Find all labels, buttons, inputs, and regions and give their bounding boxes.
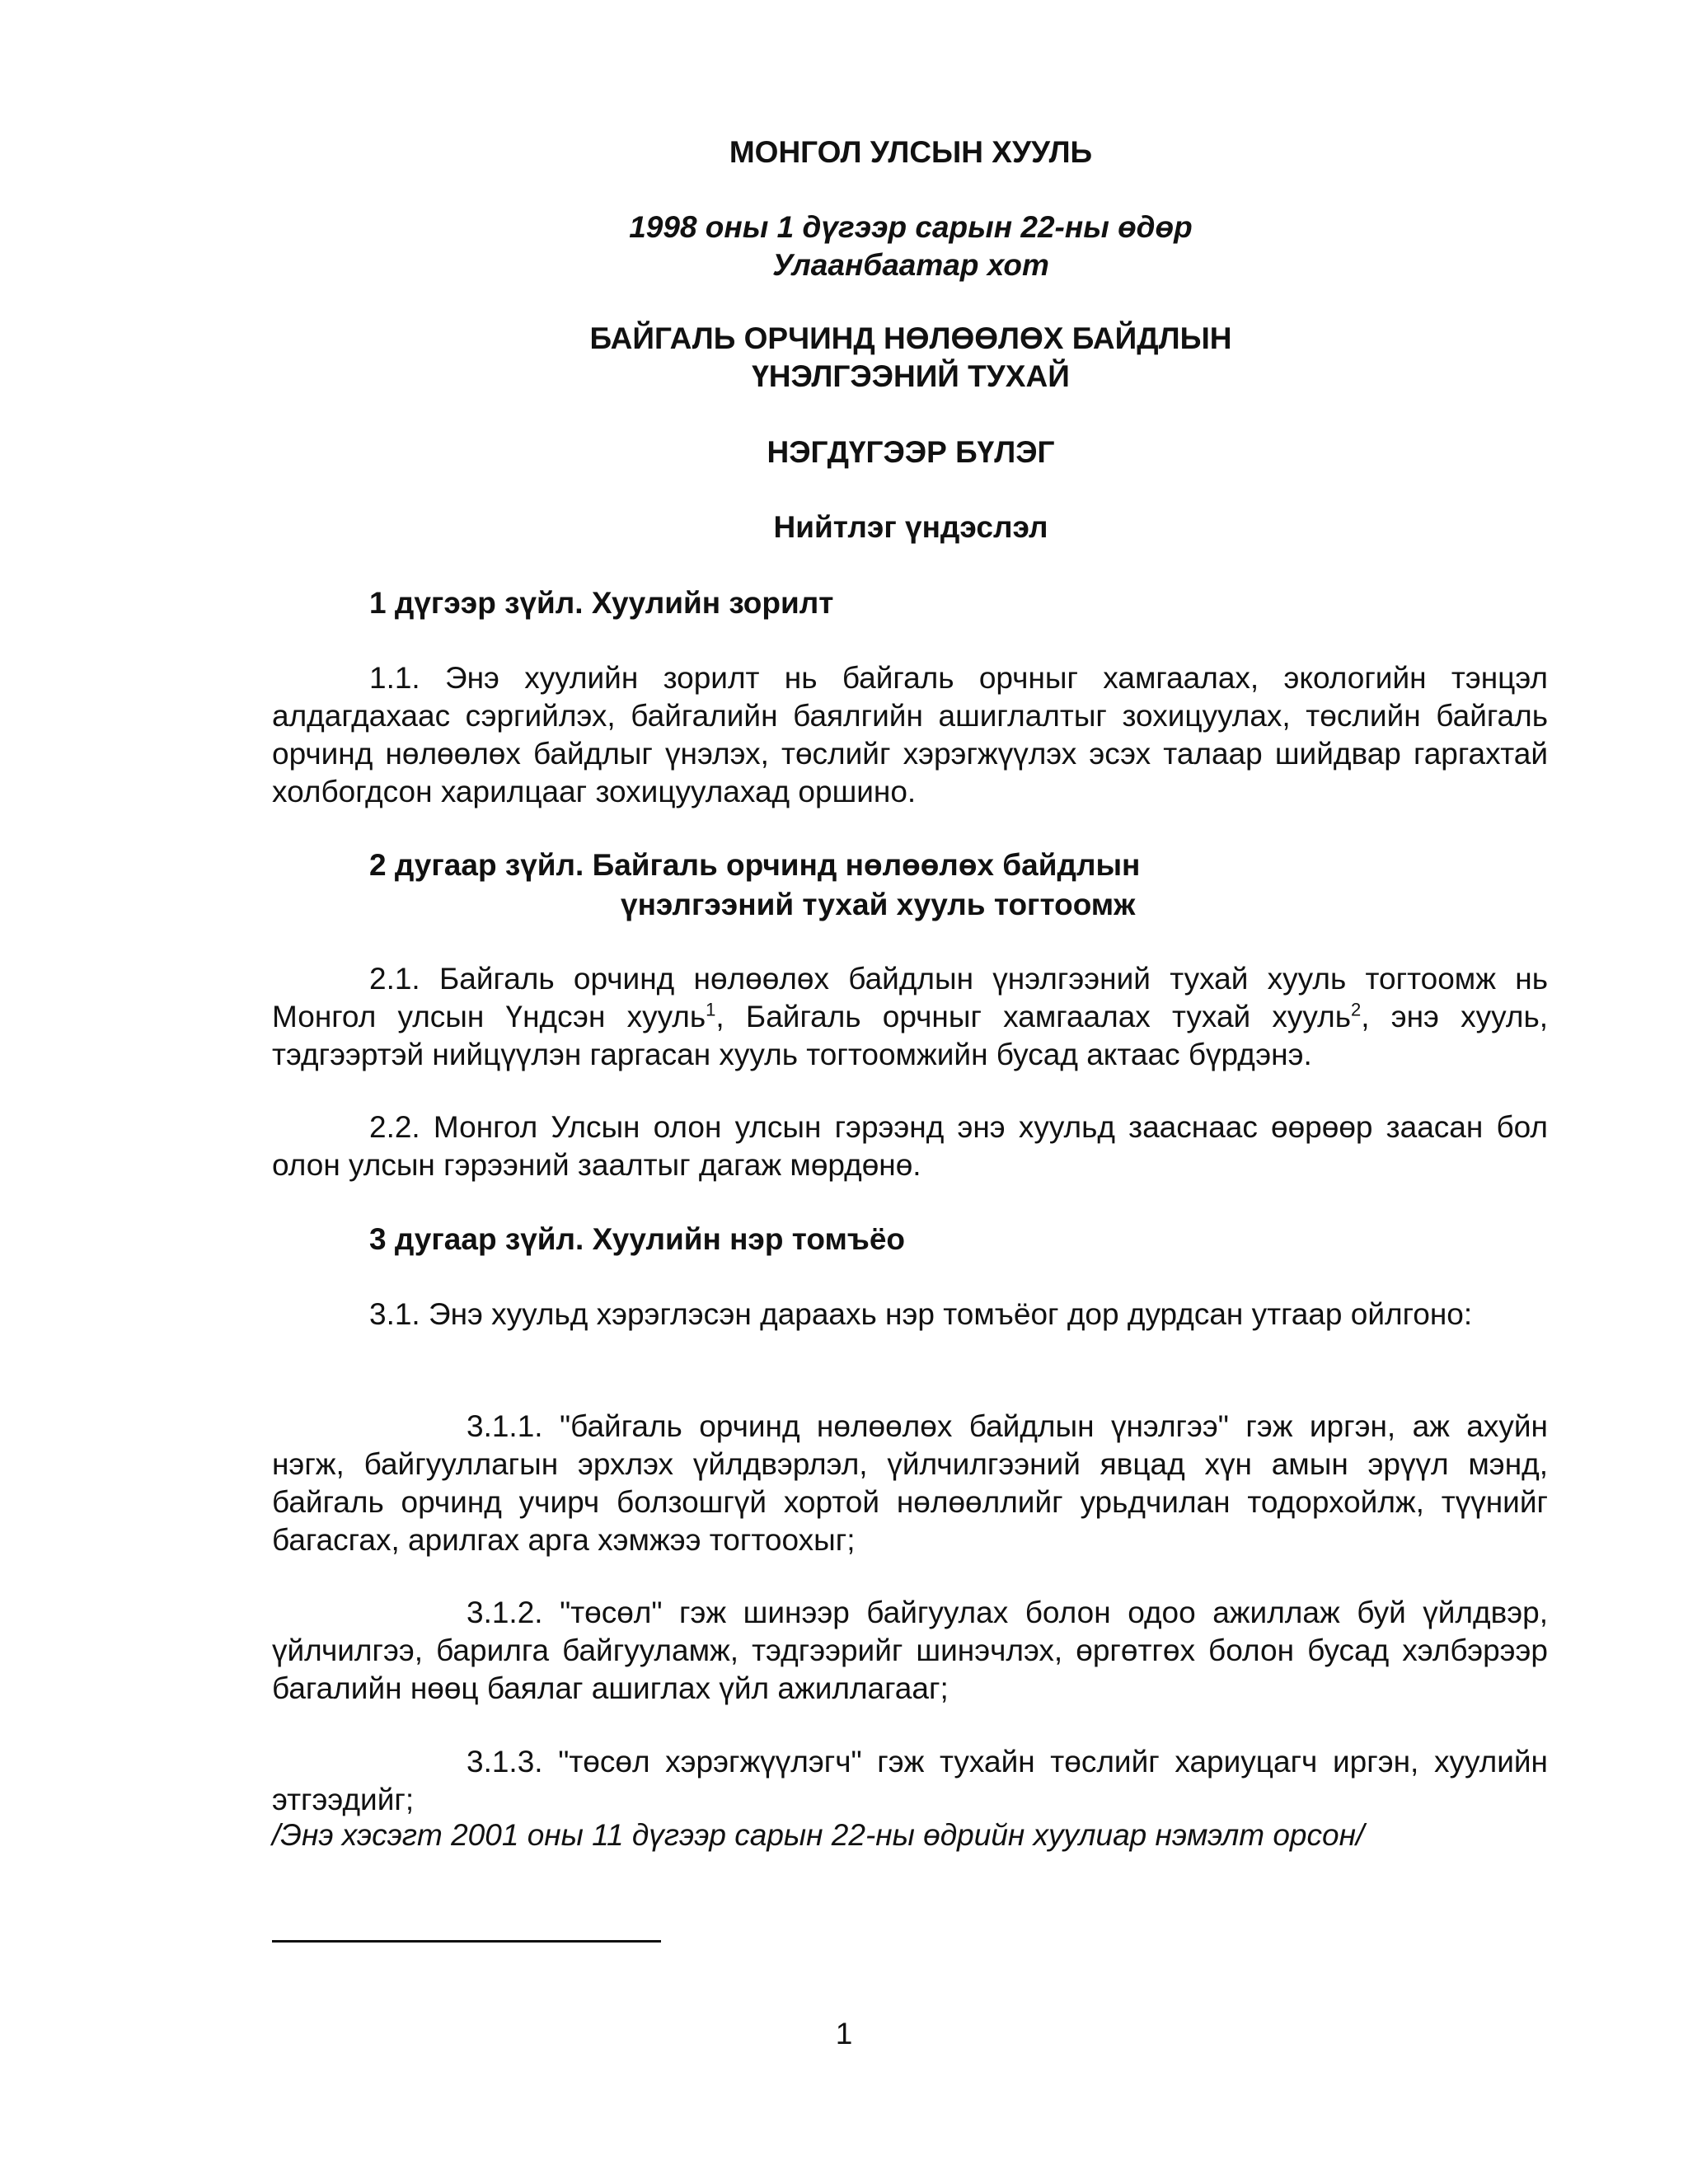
amendment-note: /Энэ хэсэгт 2001 оны 11 дүгээр сарын 22-ны өдрийн хуулиар нэмэлт орсон/ [272,1818,1365,1852]
chapter-title: Нийтлэг үндэслэл [773,510,1048,544]
article-3-heading: 3 дугаар зүйл. Хуулийн нэр томъёо [369,1222,906,1256]
footnote-separator [272,1940,661,1943]
article-1-heading: 1 дүгээр зүйл. Хуулийн зорилт [369,586,834,620]
law-title: МОНГОЛ УЛСЫН ХУУЛЬ [729,135,1093,169]
footnote-ref-2: 2 [1350,999,1362,1020]
date-line: 1998 оны 1 дүгээр сарын 22-ны өдөр [629,210,1193,244]
paragraph-2-1-text-b: , Байгаль орчныг хамгаалах тухай хууль [715,1000,1351,1033]
chapter-heading: НЭГДҮГЭЭР БҮЛЭГ [767,435,1055,469]
place-line: Улаанбаатар хот [772,248,1049,282]
page-number: 1 [835,2017,853,2050]
paragraph-3-1: 3.1. Энэ хуульд хэрэглэсэн дараахь нэр томъёог дор дурдсан утгаар ойлгоно: [369,1297,1473,1331]
paragraph-2-2: 2.2. Монгол Улсын олон улсын гэрээнд энэ хуульд зааснаас өөрөөр заасан бол олон улсын гэрээний заалтыг дагаж мөрдөнө. [272,1110,1548,1182]
law-subject-line2: ҮНЭЛГЭЭНИЙ ТУХАЙ [752,359,1070,393]
item-3-1-1: 3.1.1. "байгаль орчинд нөлөөлөх байдлын үнэлгээ" гэж иргэн, аж ахуйн нэгж, байгууллагын эрхлэх үйлдвэрлэл, үйлчилгээний явцад хүн амын эрүүл мэнд, байгаль орчинд учирч болзошгүй хортой нөлөөллийг урьдчилан тодорхойлж, түүнийг багасгах, арилгах арга хэмжээ тогтоохыг; [272,1409,1548,1557]
item-3-1-3: 3.1.3. "төсөл хэрэгжүүлэгч" гэж тухайн төслийг хариуцагч иргэн, хуулийн этгээдийг; [272,1745,1548,1816]
law-subject-line1: БАЙГАЛЬ ОРЧИНД НӨЛӨӨЛӨХ БАЙДЛЫН [589,321,1232,355]
article-2-heading [369,846,1140,925]
paragraph-2-1-text-c: , энэ хууль, тэдгээртэй нийцүүлэн гаргасан хууль тогтоомжийн бусад актаас бүрдэнэ. [272,1000,1548,1071]
item-3-1-2: 3.1.2. "төсөл" гэж шинээр байгуулах болон одоо ажиллаж буй үйлдвэр, үйлчилгээ, барилга байгууламж, тэдгээрийг шинэчлэх, өргөтгөх болон бусад хэлбэрээр багалийн нөөц баялаг ашиглах үйл ажиллагааг; [272,1596,1548,1705]
paragraph-2-1-text-a: 2.1. Байгаль орчинд нөлөөлөх байдлын үнэлгээний тухай хууль тогтоомж нь Монгол улсын Үндсэн хууль [272,962,1548,1033]
paragraph-2-1 [272,960,1548,1074]
article-2-heading-line1: 2 дугаар зүйл. Байгаль орчинд нөлөөлөх байдлын [369,848,1141,882]
paragraph-1-1: 1.1. Энэ хуулийн зорилт нь байгаль орчныг хамгаалах, экологийн тэнцэл алдагдахаас сэргийлэх, байгалийн баялгийн ашиглалтыг зохицуулах, төслийн байгаль орчинд нөлөөлөх байдлыг үнэлэх, төслийг хэрэгжүүлэх эсэх талаар шийдвар гаргахтай холбогдсон харилцааг зохицуулахад оршино. [272,661,1548,808]
article-2-heading-line2: үнэлгээний тухай хууль тогтоомж [621,888,1136,921]
footnote-ref-1: 1 [706,999,716,1020]
